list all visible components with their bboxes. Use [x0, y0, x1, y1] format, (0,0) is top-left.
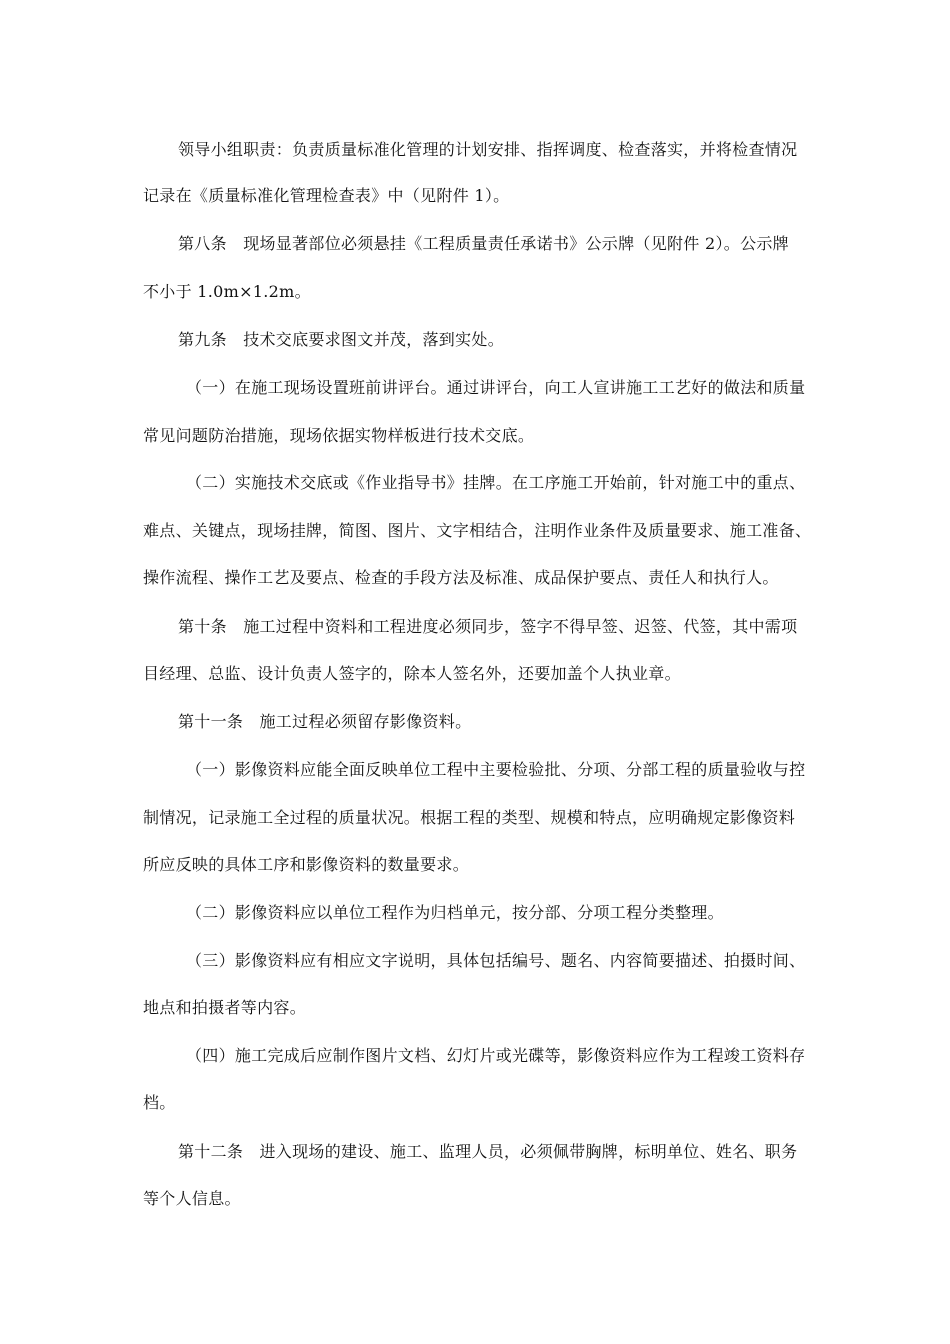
paragraph-line: 第八条 现场显著部位必须悬挂《工程质量责任承诺书》公示牌（见附件 2）。公示牌 — [178, 234, 789, 253]
paragraph-line: 记录在《质量标准化管理检查表》中（见附件 1）。 — [143, 186, 510, 205]
paragraph-line: 目经理、总监、设计负责人签字的，除本人签名外，还要加盖个人执业章。 — [143, 664, 681, 683]
paragraph-line: 不小于 1.0m×1.2m。 — [143, 282, 311, 301]
paragraph-line: 第十二条 进入现场的建设、施工、监理人员，必须佩带胸牌，标明单位、姓名、职务 — [178, 1142, 798, 1161]
paragraph-line: （三）影像资料应有相应文字说明，具体包括编号、题名、内容简要描述、拍摄时间、 — [186, 951, 806, 970]
paragraph-line: （四）施工完成后应制作图片文档、幻灯片或光碟等，影像资料应作为工程竣工资料存 — [186, 1046, 806, 1065]
paragraph-line: 难点、关键点，现场挂牌，简图、图片、文字相结合，注明作业条件及质量要求、施工准备、 — [143, 521, 812, 540]
paragraph-line: 等个人信息。 — [143, 1189, 241, 1208]
paragraph-line: 第十一条 施工过程必须留存影像资料。 — [178, 712, 472, 731]
paragraph-line: 领导小组职责：负责质量标准化管理的计划安排、指挥调度、检查落实，并将检查情况 — [178, 140, 798, 159]
paragraph-line: 地点和拍摄者等内容。 — [143, 998, 307, 1017]
paragraph-line: 第十条 施工过程中资料和工程进度必须同步，签字不得早签、迟签、代签，其中需项 — [178, 617, 798, 636]
paragraph-line: 档。 — [143, 1093, 176, 1112]
paragraph-line: 制情况，记录施工全过程的质量状况。根据工程的类型、规模和特点，应明确规定影像资料 — [143, 808, 796, 827]
paragraph-line: 所应反映的具体工序和影像资料的数量要求。 — [143, 855, 470, 874]
paragraph-line: 操作流程、操作工艺及要点、检查的手段方法及标准、成品保护要点、责任人和执行人。 — [143, 568, 779, 587]
paragraph-line: （一）在施工现场设置班前讲评台。通过讲评台，向工人宣讲施工工艺好的做法和质量 — [186, 378, 806, 397]
paragraph-line: （一）影像资料应能全面反映单位工程中主要检验批、分项、分部工程的质量验收与控 — [186, 760, 806, 779]
paragraph-line: 第九条 技术交底要求图文并茂，落到实处。 — [178, 330, 505, 349]
paragraph-line: （二）影像资料应以单位工程作为归档单元，按分部、分项工程分类整理。 — [186, 903, 724, 922]
paragraph-line: （二）实施技术交底或《作业指导书》挂牌。在工序施工开始前，针对施工中的重点、 — [186, 473, 806, 492]
paragraph-line: 常见问题防治措施，现场依据实物样板进行技术交底。 — [143, 426, 535, 445]
